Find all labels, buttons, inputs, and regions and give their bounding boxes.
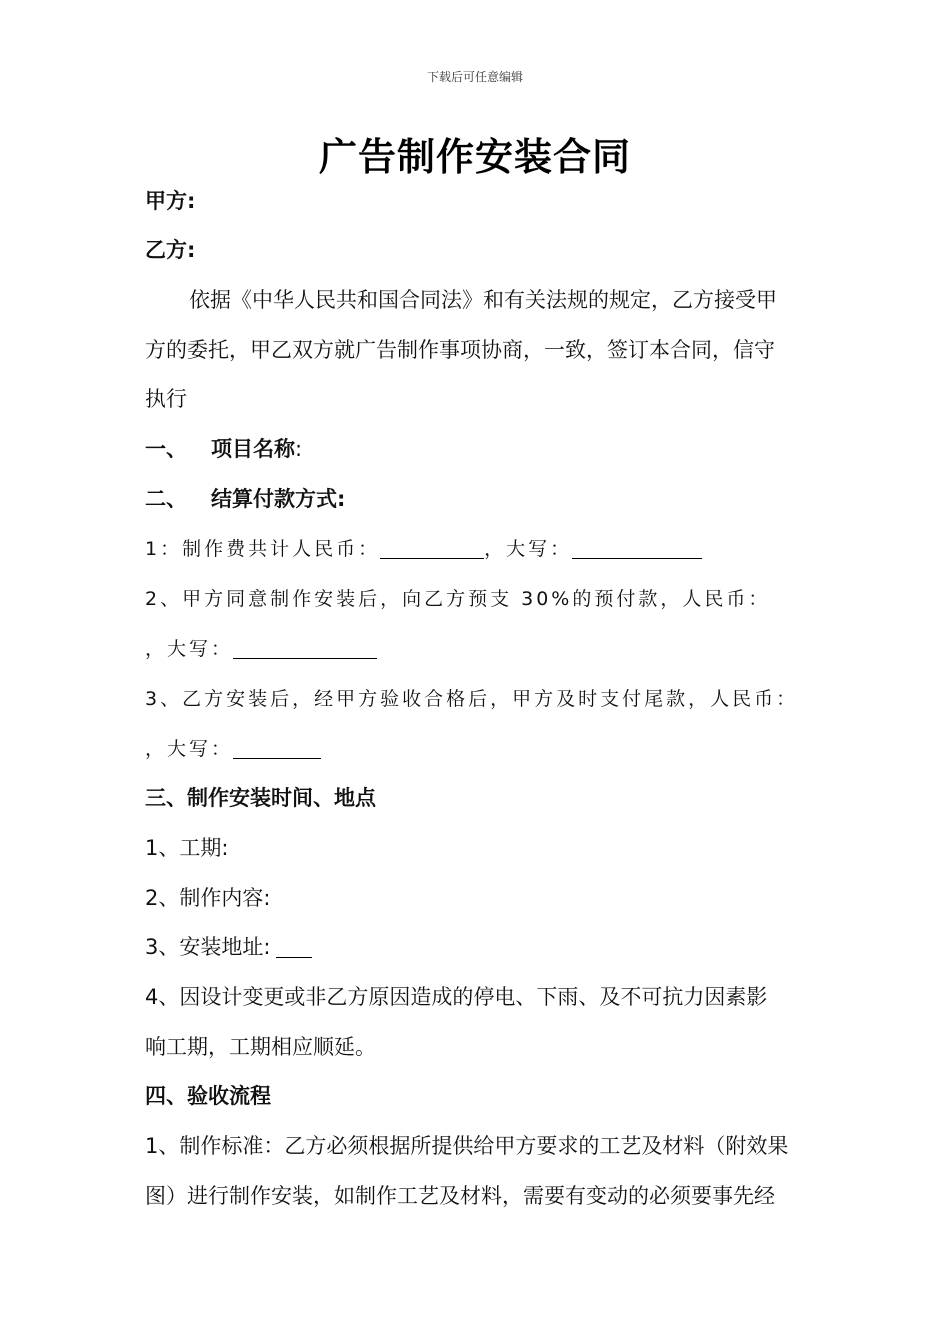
section-3-item-3 <box>145 932 810 962</box>
blank-line <box>233 636 377 659</box>
payment-item-2-cont <box>145 634 810 664</box>
section-3-item-2: 2、制作内容: <box>145 886 271 910</box>
header-note: 下载后可任意编辑 <box>426 70 523 84</box>
party-b-label: 乙方: <box>145 238 196 262</box>
payment-item-1 <box>145 534 810 564</box>
payment-item-2: 2、甲方同意制作安装后，向乙方预支 30%的预付款，人民币： <box>145 588 771 610</box>
intro-line-2: 方的委托，甲乙双方就广告制作事项协商，一致，签订本合同，信守 <box>145 338 775 362</box>
section-3-item-4-line-2: 响工期，工期相应顺延。 <box>145 1035 376 1059</box>
section-4-item-1-line-1: 1、制作标准：乙方必须根据所提供给甲方要求的工艺及材料（附效果 <box>145 1134 789 1158</box>
blank-line <box>572 536 702 559</box>
section-4-heading: 四、验收流程 <box>145 1084 271 1108</box>
intro-line-1: 依据《中华人民共和国合同法》和有关法规的规定，乙方接受甲 <box>189 288 777 312</box>
blank-line <box>233 736 321 759</box>
section-4-item-1-line-2: 图）进行制作安装，如制作工艺及材料，需要有变动的必须要事先经 <box>145 1184 775 1208</box>
document-title: 广告制作安装合同 <box>318 135 631 179</box>
blank-line <box>380 536 484 559</box>
payment-item-3: 3、乙方安装后，经甲方验收合格后，甲方及时支付尾款，人民币： <box>145 688 799 710</box>
section-1-heading <box>145 434 810 464</box>
section-2-heading <box>145 484 810 514</box>
section-3-heading: 三、制作安装时间、地点 <box>145 786 376 810</box>
section-2-label: 结算付款方式: <box>211 487 346 511</box>
section-3-item-1: 1、工期: <box>145 836 229 860</box>
intro-line-3: 执行 <box>145 387 187 411</box>
payment-item-2-daxie: ，大写： <box>145 638 234 660</box>
payment-item-3-daxie: ，大写： <box>145 738 234 760</box>
payment-item-3-cont <box>145 734 810 764</box>
section-3-item-4-line-1: 4、因设计变更或非乙方原因造成的停电、下雨、及不可抗力因素影 <box>145 985 768 1009</box>
section-1-colon: : <box>295 437 303 461</box>
section-2-number: 二、 <box>145 487 187 511</box>
payment-item-1-text: 1：制作费共计人民币： <box>145 538 381 560</box>
payment-item-1-daxie: ，大写： <box>484 538 573 560</box>
section-1-label: 项目名称 <box>211 437 295 461</box>
section-1-number: 一、 <box>145 437 187 461</box>
party-a-label: 甲方: <box>145 189 196 213</box>
blank-line <box>276 935 312 958</box>
section-3-item-3-text: 3、安装地址: <box>145 935 271 959</box>
